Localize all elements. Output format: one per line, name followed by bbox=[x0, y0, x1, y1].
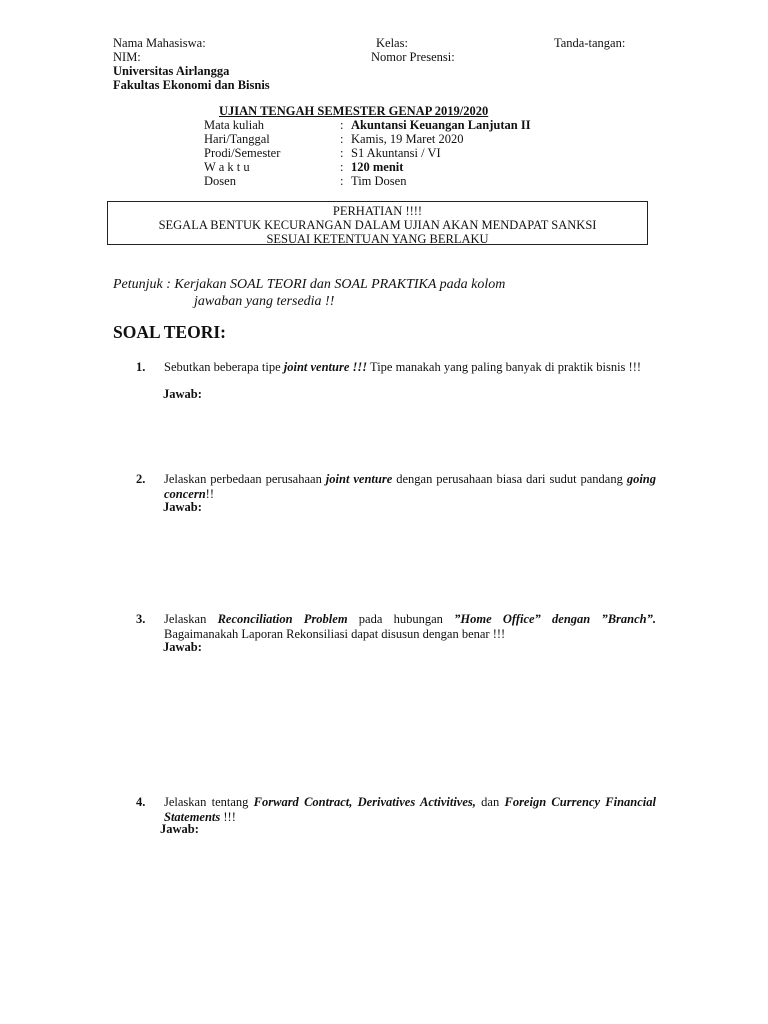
question-text bbox=[164, 795, 656, 825]
question-fragment: dengan perusahaan biasa dari sudut pandang bbox=[392, 472, 627, 486]
emphasis-term: going concern bbox=[164, 472, 657, 501]
question-number: 4. bbox=[136, 795, 146, 809]
question-fragment: Sebutkan beberapa tipe bbox=[164, 360, 284, 374]
question-text bbox=[164, 360, 656, 375]
answer-label: Jawab: bbox=[163, 640, 202, 654]
emphasis-term: joint venture !!! bbox=[283, 360, 368, 374]
info-value: S1 Akuntansi / VI bbox=[351, 146, 441, 160]
kelas-label: Kelas: bbox=[376, 36, 408, 50]
emphasis-term: joint venture bbox=[325, 472, 393, 486]
info-value: 120 menit bbox=[351, 160, 404, 174]
info-separator: : bbox=[340, 146, 344, 160]
nama-mahasiswa-label: Nama Mahasiswa: bbox=[113, 36, 206, 50]
emphasis-term: ”Home Office” dengan ”Branch”. bbox=[454, 612, 656, 626]
question-fragment: Jelaskan perbedaan perusahaan bbox=[164, 472, 326, 486]
question-number: 3. bbox=[136, 612, 146, 626]
question-fragment: !! bbox=[205, 487, 214, 501]
info-label: Hari/Tanggal bbox=[204, 132, 270, 146]
info-value: Tim Dosen bbox=[351, 174, 407, 188]
faculty-name: Fakultas Ekonomi dan Bisnis bbox=[113, 78, 270, 92]
question-fragment: Jelaskan tentang bbox=[164, 795, 254, 809]
answer-label: Jawab: bbox=[160, 822, 199, 836]
info-separator: : bbox=[340, 160, 344, 174]
instructions-line: Petunjuk : Kerjakan SOAL TEORI dan SOAL PRAKTIKA pada kolom bbox=[113, 277, 506, 292]
question-fragment: Tipe manakah yang paling banyak di praktik bisnis !!! bbox=[367, 360, 642, 374]
question-fragment: dan bbox=[475, 795, 505, 809]
info-label: W a k t u bbox=[204, 160, 250, 174]
info-label: Mata kuliah bbox=[204, 118, 265, 132]
question-fragment: Bagaimanakah Laporan Rekonsiliasi dapat disusun dengan benar !!! bbox=[164, 627, 506, 641]
info-value: Akuntansi Keuangan Lanjutan II bbox=[351, 118, 531, 132]
nim-label: NIM: bbox=[113, 50, 141, 64]
university-name: Universitas Airlangga bbox=[113, 64, 230, 78]
question-text bbox=[164, 472, 656, 502]
notice-text: SEGALA BENTUK KECURANGAN DALAM UJIAN AKAN MENDAPAT SANKSI bbox=[158, 218, 597, 232]
question-fragment: pada hubungan bbox=[347, 612, 455, 626]
question-fragment: Jelaskan bbox=[164, 612, 218, 626]
emphasis-term: Forward Contract, Derivatives Activitives, bbox=[253, 795, 476, 809]
question-text bbox=[164, 612, 656, 642]
section-title: SOAL TEORI: bbox=[113, 322, 226, 342]
notice-box bbox=[107, 201, 648, 245]
emphasis-term: Foreign Currency Financial Statements bbox=[164, 795, 656, 824]
answer-label: Jawab: bbox=[163, 387, 202, 401]
question-number: 1. bbox=[136, 360, 146, 374]
info-separator: : bbox=[340, 132, 344, 146]
tanda-tangan-label: Tanda-tangan: bbox=[554, 36, 626, 50]
nomor-presensi-label: Nomor Presensi: bbox=[371, 50, 455, 64]
info-value: Kamis, 19 Maret 2020 bbox=[351, 132, 464, 146]
info-separator: : bbox=[340, 118, 344, 132]
info-separator: : bbox=[340, 174, 344, 188]
exam-title: UJIAN TENGAH SEMESTER GENAP 2019/2020 bbox=[219, 104, 489, 118]
notice-text: SESUAI KETENTUAN YANG BERLAKU bbox=[266, 232, 489, 246]
answer-label: Jawab: bbox=[163, 500, 202, 514]
question-fragment: !!! bbox=[220, 810, 236, 824]
instructions-line: jawaban yang tersedia !! bbox=[194, 294, 335, 309]
question-number: 2. bbox=[136, 472, 146, 486]
notice-heading: PERHATIAN !!!! bbox=[332, 204, 423, 218]
info-label: Dosen bbox=[204, 174, 236, 188]
info-label: Prodi/Semester bbox=[204, 146, 281, 160]
emphasis-term: Reconciliation Problem bbox=[217, 612, 348, 626]
